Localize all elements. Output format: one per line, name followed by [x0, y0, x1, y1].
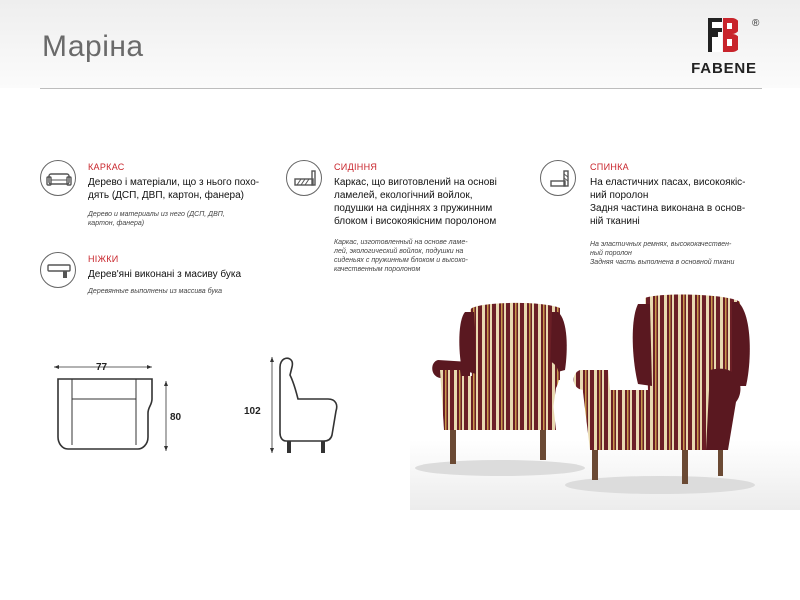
- width-label: 77: [96, 362, 108, 373]
- depth-label: 80: [170, 412, 182, 423]
- left-armchair: [432, 303, 567, 464]
- top-view-drawing: [40, 355, 190, 465]
- back-description-ru: На эластичных ремнях, высококачествен- ный поролон Задняя часть выполнена в основной ткани: [590, 241, 735, 266]
- frame-description-ru: Дерево и материалы из него (ДСП, ДВП, картон, фанера): [88, 211, 225, 227]
- fb-logo-icon: [708, 18, 738, 52]
- seat-title: СИДІННЯ: [334, 162, 378, 172]
- header-divider: [40, 88, 762, 89]
- brand-name: FABENE: [691, 60, 757, 77]
- seat-description: Каркас, що виготовлений на основі ламелей, екологічний войлок, подушки на сидіннях з пружинним блоком і високоякісним поролоном: [334, 177, 497, 227]
- side-view-drawing: [258, 355, 368, 470]
- armchairs-photo: [410, 290, 800, 510]
- legs-description-ru: Деревянные выполнены из массива бука: [88, 288, 223, 295]
- back-title: СПИНКА: [590, 162, 629, 172]
- page-title: Маріна: [42, 30, 144, 63]
- backrest-icon: [540, 160, 576, 196]
- seat-icon: [286, 160, 322, 196]
- seat-description-ru: Каркас, изготовленный на основе ламе- лей, экологический войлок, подушки на сиденьях с пружинным блоком и высоко- качественным поролоном: [334, 239, 468, 273]
- furniture-leg-icon: [40, 252, 76, 288]
- height-label: 102: [244, 406, 261, 417]
- frame-title: КАРКАС: [88, 162, 125, 172]
- brand-logo: [682, 18, 770, 78]
- back-description: На еластичних пасах, високоякіс- ний поролон Задня частина виконана в основ- ній тканині: [590, 177, 746, 227]
- legs-description: Дерев'яні виконані з масиву бука: [88, 269, 242, 280]
- legs-title: НІЖКИ: [88, 254, 119, 264]
- registered-mark: ®: [752, 18, 760, 29]
- frame-description: Дерево і матеріали, що з нього похо- дять (ДСП, ДВП, картон, фанера): [88, 177, 260, 201]
- sofa-frame-icon: [40, 160, 76, 196]
